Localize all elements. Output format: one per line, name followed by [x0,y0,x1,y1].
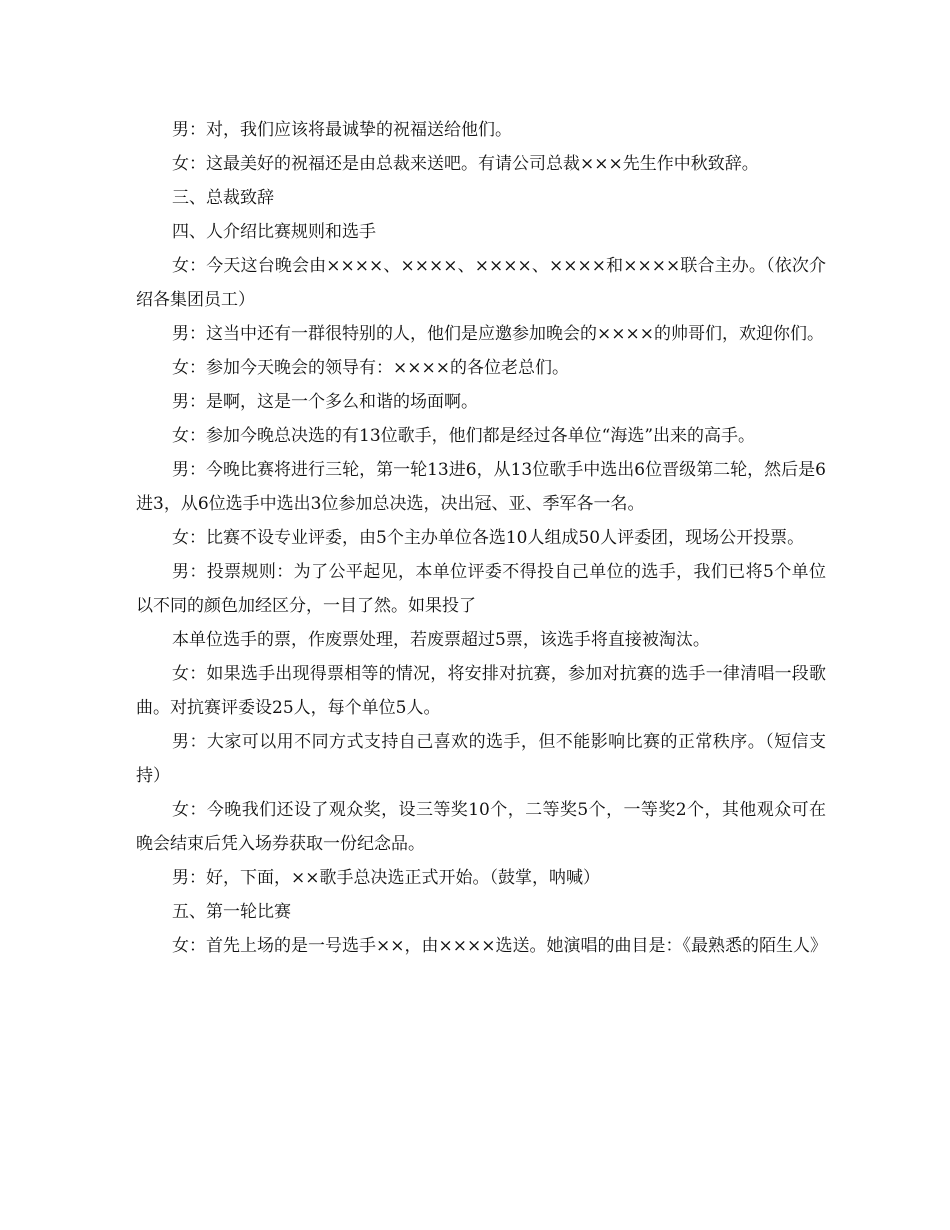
paragraph: 男：投票规则：为了公平起见，本单位评委不得投自己单位的选手，我们已将5个单位以不同的颜色加经区分，一目了然。如果投了 [136,562,826,616]
paragraph: 男：是啊，这是一个多么和谐的场面啊。 [172,392,478,412]
paragraph: 女：参加今天晚会的领导有：××××的各位老总们。 [172,358,569,378]
document-body [136,113,826,963]
section-heading: 三、总裁致辞 [172,188,274,208]
paragraph: 女：首先上场的是一号选手××，由××××选送。她演唱的曲目是：《最熟悉的陌生人》 [172,936,827,956]
paragraph: 男：好，下面，××歌手总决选正式开始。（鼓掌，呐喊） [172,868,600,888]
paragraph: 女：如果选手出现得票相等的情况，将安排对抗赛，参加对抗赛的选手一律清唱一段歌曲。对抗赛评委设25人，每个单位5人。 [136,664,826,718]
section-heading: 五、第一轮比赛 [172,902,291,922]
paragraph: 女：参加今晚总决选的有13位歌手，他们都是经过各单位“海选”出来的高手。 [172,426,756,446]
paragraph: 男：大家可以用不同方式支持自己喜欢的选手，但不能影响比赛的正常秩序。（短信支持） [136,732,826,786]
paragraph: 女：这最美好的祝福还是由总裁来送吧。有请公司总裁×××先生作中秋致辞。 [172,154,759,174]
paragraph: 男：对，我们应该将最诚挚的祝福送给他们。 [172,120,512,140]
paragraph: 女：比赛不设专业评委，由5个主办单位各选10人组成50人评委团，现场公开投票。 [172,528,805,548]
paragraph: 女：今天这台晚会由××××、××××、××××、××××和××××联合主办。（依次介绍各集团员工） [136,256,826,310]
paragraph: 男：这当中还有一群很特别的人，他们是应邀参加晚会的××××的帅哥们，欢迎你们。 [172,324,824,344]
paragraph: 本单位选手的票，作废票处理，若废票超过5票，该选手将直接被淘汰。 [172,630,710,650]
section-heading: 四、人介绍比赛规则和选手 [172,222,376,242]
paragraph: 女：今晚我们还设了观众奖，设三等奖10个，二等奖5个，一等奖2个，其他观众可在晚会结束后凭入场券获取一份纪念品。 [136,800,826,854]
paragraph: 男：今晚比赛将进行三轮，第一轮13进6，从13位歌手中选出6位晋级第二轮，然后是6进3，从6位选手中选出3位参加总决选，决出冠、亚、季军各一名。 [136,460,826,514]
